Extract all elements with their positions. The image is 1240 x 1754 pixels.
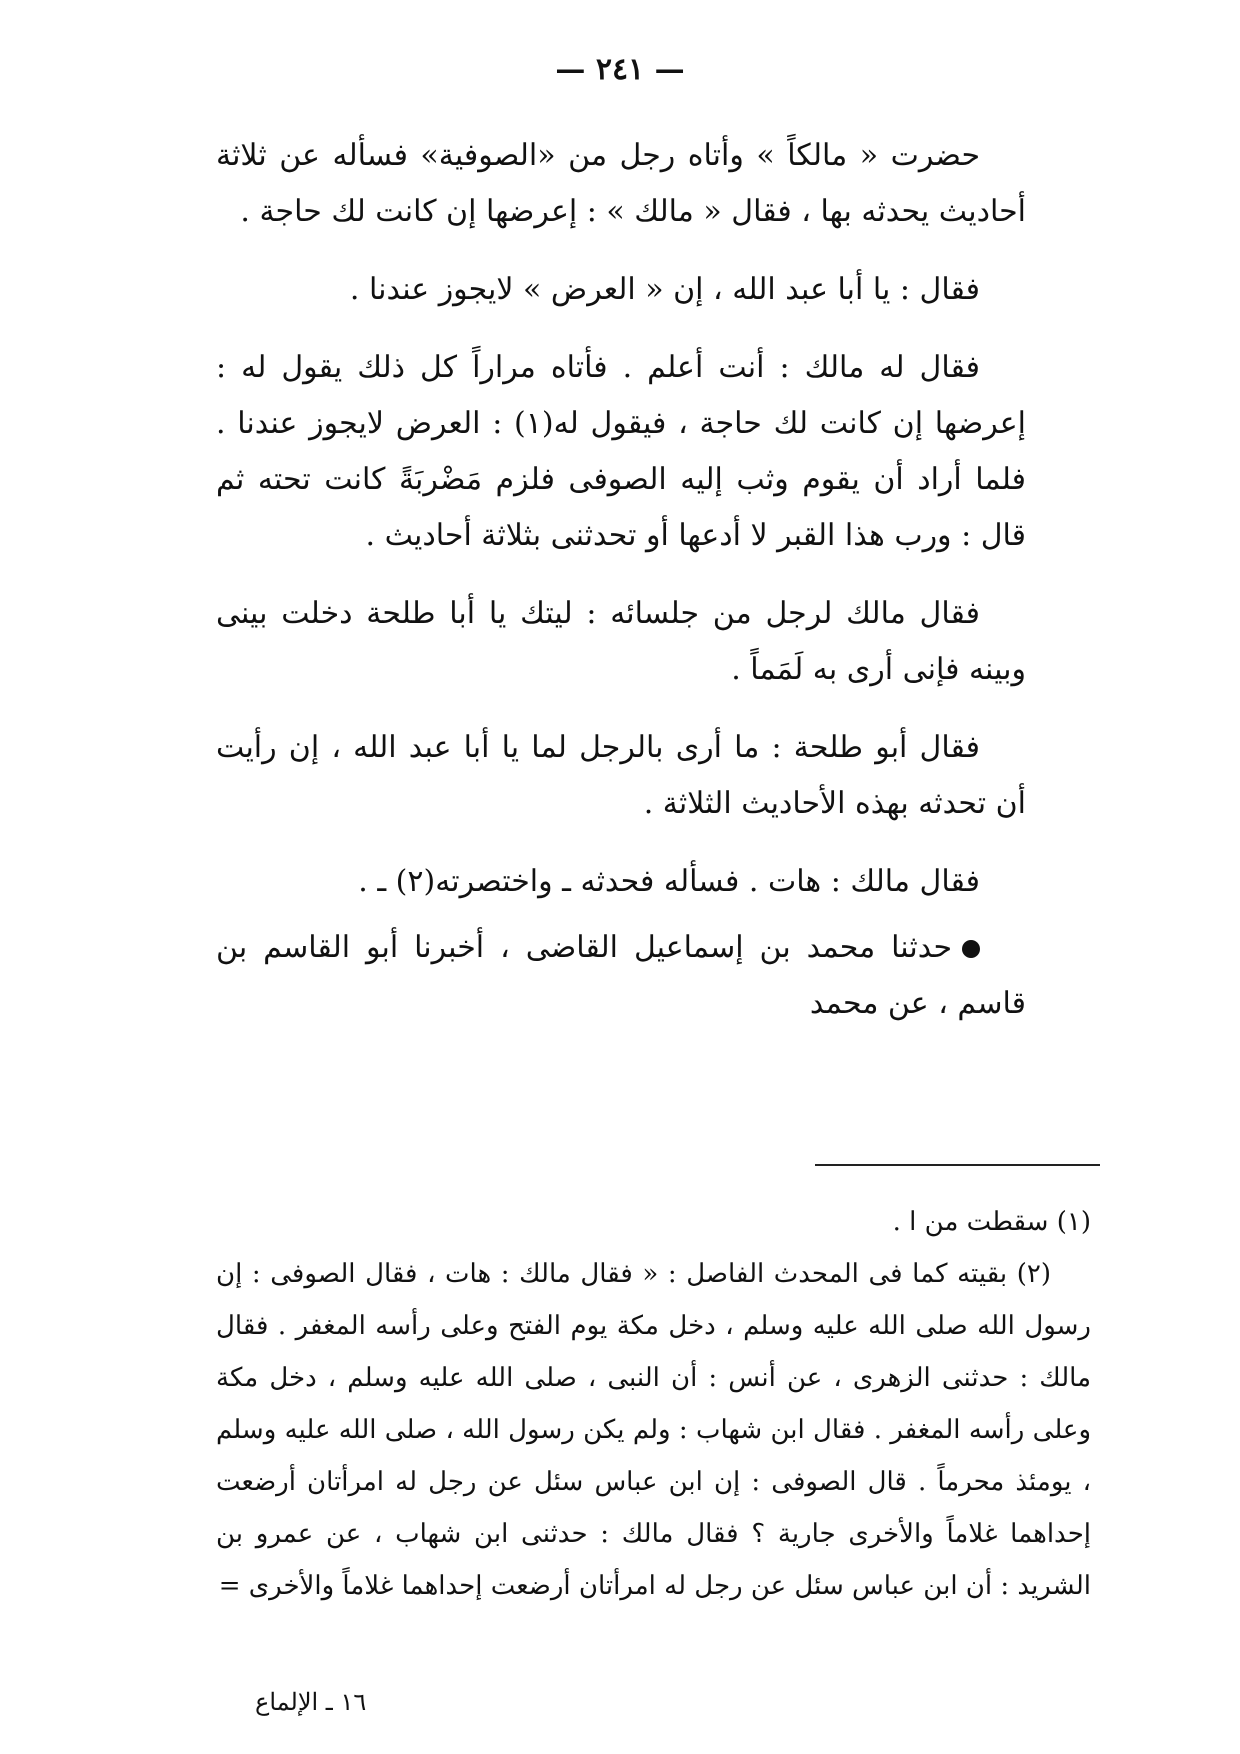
page-number: — ٢٤١ — xyxy=(555,52,685,87)
paragraph-bulleted xyxy=(216,920,1026,1032)
footnote-separator xyxy=(815,1164,1100,1166)
paragraph: فقال : يا أبا عبد الله ، إن « العرض » لايجوز عندنا . xyxy=(349,272,980,307)
paragraph: فقال مالك لرجل من جلسائه : ليتك يا أبا طلحة دخلت بينى وبينه فإنى أرى به لَمَماً . xyxy=(216,596,1026,687)
bullet-icon xyxy=(962,940,980,958)
footnotes xyxy=(216,1196,1091,1612)
main-text xyxy=(216,128,1026,1054)
footnote-1: (١) سقطت من ا . xyxy=(892,1207,1091,1237)
paragraph: فقال مالك : هات . فسأله فحدثه ـ واختصرته(٢) ـ . xyxy=(358,864,980,899)
paragraph: حضرت « مالكاً » وأتاه رجل من «الصوفية» فسأله عن ثلاثة أحاديث يحدثه بها ، فقال « مالك » : إعرضها إن كانت لك حاجة . xyxy=(216,138,1026,229)
footnote-2: (٢) بقيته كما فى المحدث الفاصل : « فقال مالك : هات ، فقال الصوفى : إن رسول الله صلى الله عليه وسلم ، دخل مكة يوم الفتح وعلى رأسه المغفر . فقال مالك : حدثنى الزهرى ، عن أنس : أن النبى ، صلى الله عليه وسلم ، دخل مكة وعلى رأسه المغفر . فقال ابن شهاب : ولم يكن رسول الله ، صلى الله عليه وسلم ، يومئذ محرماً . قال الصوفى : إن ابن عباس سئل عن رجل له امرأتان أرضعت إحداهما غلاماً والأخرى جارية ؟ فقال مالك : حدثنى ابن شهاب ، عن عمرو بن الشريد : أن ابن عباس سئل عن رجل له امرأتان أرضعت إحداهما غلاماً والأخرى = xyxy=(216,1259,1091,1601)
signature-mark: ١٦ ـ الإلماع xyxy=(255,1688,367,1716)
paragraph: فقال أبو طلحة : ما أرى بالرجل لما يا أبا عبد الله ، إن رأيت أن تحدثه بهذه الأحاديث الثلاثة . xyxy=(216,730,1026,821)
paragraph-last-line: حدثنا محمد بن إسماعيل القاضى ، أخبرنا أبو القاسم بن قاسم ، عن محمد xyxy=(216,930,1026,1021)
paragraph: فقال له مالك : أنت أعلم . فأتاه مراراً كل ذلك يقول له : إعرضها إن كانت لك حاجة ، فيقول له(١) : العرض لايجوز عندنا . فلما أراد أن يقوم وثب إليه الصوفى فلزم مَضْربَةً كانت تحته ثم قال : ورب هذا القبر لا أدعها أو تحدثنى بثلاثة أحاديث . xyxy=(216,350,1026,553)
